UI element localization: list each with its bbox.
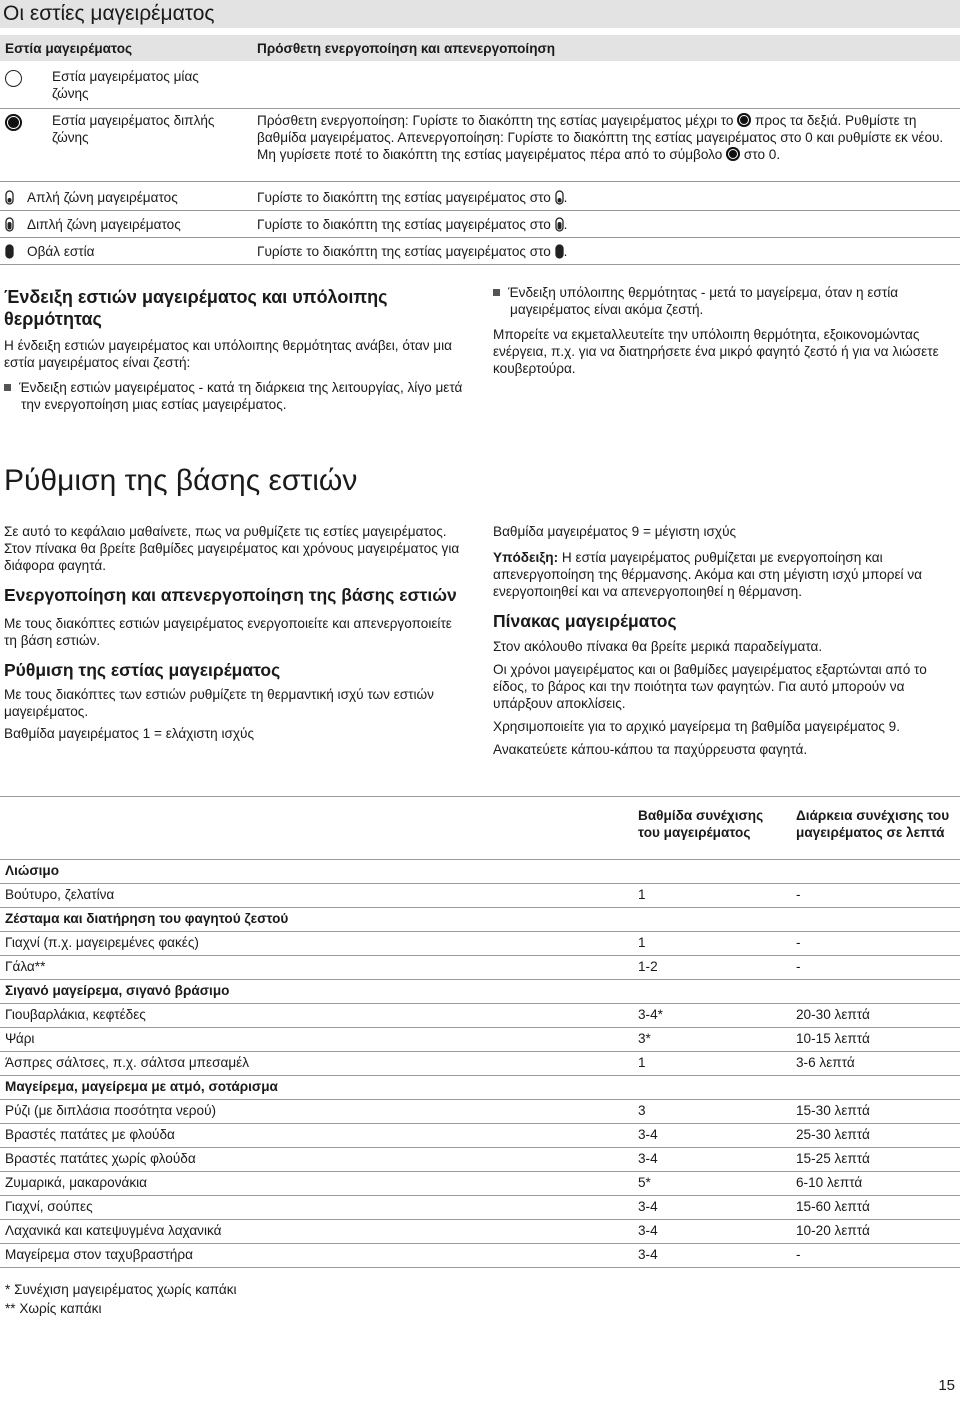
duration-cell: 3-6 λεπτά bbox=[796, 1055, 855, 1070]
table-row bbox=[0, 1027, 960, 1051]
food-cell: Γιουβαρλάκια, κεφτέδες bbox=[5, 1007, 146, 1022]
table-row bbox=[0, 1099, 960, 1123]
food-cell: Γιαχνί, σούπες bbox=[5, 1199, 93, 1214]
col-header-duration: Διάρκεια συνέχισης του μαγειρέματος σε λεπτά bbox=[796, 808, 950, 840]
level-cell: 1 bbox=[638, 887, 646, 902]
page-number: 15 bbox=[938, 1377, 955, 1394]
zone-header-zone: Εστία μαγειρέματος bbox=[5, 41, 133, 56]
level-cell: 3-4 bbox=[638, 1199, 658, 1214]
category-row bbox=[0, 1075, 960, 1099]
table-p2: Οι χρόνοι μαγειρέματος και οι βαθμίδες μαγειρέματος εξαρτώνται από το είδος, το βάρος και την ποιότητα των φαγητών. Για αυτό μπορούν να υπάρξουν αποκλίσεις. bbox=[493, 662, 927, 711]
level-cell: 3-4* bbox=[638, 1007, 663, 1022]
level-cell: 3-4 bbox=[638, 1151, 658, 1166]
zone-name: Εστία μαγειρέματος μίας ζώνης bbox=[52, 69, 199, 101]
zone-name: Οβάλ εστία bbox=[27, 244, 95, 259]
food-cell: Ρύζι (με διπλάσια ποσότητα νερού) bbox=[5, 1103, 217, 1118]
level-cell: 3* bbox=[638, 1031, 651, 1046]
zone-desc: Γυρίστε το διακόπτη της εστίας μαγειρέματος στο . bbox=[257, 217, 568, 232]
duration-cell: 15-25 λεπτά bbox=[796, 1151, 870, 1166]
residual-heat-tip: Μπορείτε να εκμεταλλευτείτε την υπόλοιπη θερμότητα, εξοικονομώντας ενέργεια, π.χ. για να διατηρήσετε ένα μικρό φαγητό ζεστό ή για να λιώσετε κουβερτούρα. bbox=[493, 327, 939, 376]
col-header-level: Βαθμίδα συνέχισης του μαγειρέματος bbox=[638, 808, 764, 840]
level-cell: 5* bbox=[638, 1175, 651, 1190]
zone-table-header bbox=[0, 35, 960, 61]
table-row bbox=[0, 1243, 960, 1267]
setup-right-column bbox=[493, 523, 955, 758]
setup-left-column bbox=[4, 523, 464, 742]
food-cell: Βούτυρο, ζελατίνα bbox=[5, 887, 115, 902]
onoff-heading: Ενεργοποίηση και απενεργοποίηση της βάσης εστιών bbox=[4, 585, 457, 605]
level-cell: 1-2 bbox=[638, 959, 658, 974]
food-cell: Ζυμαρικά, μακαρονάκια bbox=[5, 1175, 148, 1190]
bullet-square-icon bbox=[493, 289, 500, 296]
level-min: Βαθμίδα μαγειρέματος 1 = ελάχιστη ισχύς bbox=[4, 726, 255, 741]
zone-name: Απλή ζώνη μαγειρέματος bbox=[27, 190, 178, 205]
duration-cell: 25-30 λεπτά bbox=[796, 1127, 870, 1142]
dual-ring-icon bbox=[5, 114, 22, 133]
level-max: Βαθμίδα μαγειρέματος 9 = μέγιστη ισχύς bbox=[493, 524, 737, 539]
table-p1: Στον ακόλουθο πίνακα θα βρείτε μερικά παραδείγματα. bbox=[493, 639, 823, 654]
oval-zone-icon bbox=[5, 243, 14, 260]
setup-intro: Σε αυτό το κεφάλαιο μαθαίνετε, πως να ρυθμίζετε τις εστίες μαγειρέματος. Στον πίνακα θα βρείτε βαθμίδες μαγειρέματος και χρόνους μαγειρέματος για διάφορα φαγητά. bbox=[4, 524, 460, 573]
level-cell: 3 bbox=[638, 1103, 646, 1118]
residual-heat-heading: Ένδειξη εστιών μαγειρέματος και υπόλοιπης θερμότητας bbox=[4, 287, 388, 329]
food-cell: Ψάρι bbox=[5, 1031, 35, 1046]
duration-cell: 15-60 λεπτά bbox=[796, 1199, 870, 1214]
duration-cell: - bbox=[796, 1247, 801, 1262]
residual-heat-right bbox=[493, 284, 955, 377]
zone-desc: Γυρίστε το διακόπτη της εστίας μαγειρέματος στο . bbox=[257, 244, 568, 259]
footnote: ** Χωρίς καπάκι bbox=[5, 1301, 102, 1316]
setup-title: Ρύθμιση της βάσης εστιών bbox=[4, 464, 358, 497]
food-cell: Βραστές πατάτες με φλούδα bbox=[5, 1127, 175, 1142]
duration-cell: 6-10 λεπτά bbox=[796, 1175, 863, 1190]
zone-name: Διπλή ζώνη μαγειρέματος bbox=[27, 217, 181, 232]
single-zone-icon bbox=[5, 189, 14, 206]
level-cell: 1 bbox=[638, 935, 646, 950]
food-cell: Γάλα** bbox=[5, 959, 46, 974]
zone-name: Εστία μαγειρέματος διπλής ζώνης bbox=[52, 113, 215, 145]
residual-heat-left bbox=[4, 286, 464, 413]
duration-cell: - bbox=[796, 887, 801, 902]
category-row bbox=[0, 979, 960, 1003]
duration-cell: - bbox=[796, 935, 801, 950]
duration-cell: - bbox=[796, 959, 801, 974]
onoff-text: Με τους διακόπτες εστιών μαγειρέματος ενεργοποιείτε και απενεργοποιείτε τη βάση εστιών. bbox=[4, 616, 452, 648]
table-row bbox=[0, 1147, 960, 1171]
footnote: * Συνέχιση μαγειρέματος χωρίς καπάκι bbox=[5, 1282, 237, 1297]
table-row bbox=[0, 1123, 960, 1147]
residual-heat-bullet: Ένδειξη εστιών μαγειρέματος - κατά τη διάρκεια της λειτουργίας, λίγο μετά την ενεργοποίηση μιας εστίας μαγειρέματος. bbox=[4, 379, 464, 413]
table-row bbox=[0, 1219, 960, 1243]
adjust-heading: Ρύθμιση της εστίας μαγειρέματος bbox=[4, 660, 281, 680]
food-cell: Μαγείρεμα στον ταχυβραστήρα bbox=[5, 1247, 193, 1262]
residual-heat-bullet: Ένδειξη υπόλοιπης θερμότητας - μετά το μαγείρεμα, όταν η εστία μαγειρέματος είναι ακόμα ζεστή. bbox=[493, 284, 955, 318]
double-zone-icon bbox=[5, 216, 14, 233]
category-row bbox=[0, 859, 960, 883]
duration-cell: 15-30 λεπτά bbox=[796, 1103, 870, 1118]
footnotes bbox=[5, 1281, 237, 1317]
level-cell: 3-4 bbox=[638, 1247, 658, 1262]
level-cell: 3-4 bbox=[638, 1223, 658, 1238]
table-row bbox=[0, 1195, 960, 1219]
table-row bbox=[0, 1003, 960, 1027]
double-zone-icon bbox=[555, 217, 564, 232]
category-label: Ζέσταμα και διατήρηση του φαγητού ζεστού bbox=[5, 911, 289, 926]
zone-header-action: Πρόσθετη ενεργοποίηση και απενεργοποίηση bbox=[257, 41, 556, 56]
table-row bbox=[0, 1051, 960, 1075]
note: Υπόδειξη: Η εστία μαγειρέματος ρυθμίζεται με ενεργοποίηση και απενεργοποίηση της θέρμανσης. Ακόμα και στη μέγιστη ισχύ μπορεί να ενεργοποιηθεί και να απενεργοποιηθεί η θέρμανση. bbox=[493, 550, 923, 599]
single-zone-icon bbox=[555, 190, 564, 205]
dual-ring-icon bbox=[737, 113, 751, 127]
table-row bbox=[0, 883, 960, 907]
table-heading: Πίνακας μαγειρέματος bbox=[493, 611, 677, 631]
bullet-square-icon bbox=[4, 384, 11, 391]
category-row bbox=[0, 907, 960, 931]
single-ring-icon bbox=[5, 70, 22, 89]
table-row bbox=[0, 931, 960, 955]
duration-cell: 20-30 λεπτά bbox=[796, 1007, 870, 1022]
food-cell: Βραστές πατάτες χωρίς φλούδα bbox=[5, 1151, 196, 1166]
oval-zone-icon bbox=[555, 244, 564, 259]
section-title: Οι εστίες μαγειρέματος bbox=[0, 0, 960, 28]
category-label: Λιώσιμο bbox=[5, 863, 60, 878]
duration-cell: 10-15 λεπτά bbox=[796, 1031, 870, 1046]
category-label: Μαγείρεμα, μαγείρεμα με ατμό, σοτάρισμα bbox=[5, 1079, 278, 1094]
food-cell: Λαχανικά και κατεψυγμένα λαχανικά bbox=[5, 1223, 222, 1238]
food-cell: Γιαχνί (π.χ. μαγειρεμένες φακές) bbox=[5, 935, 199, 950]
note-label: Υπόδειξη: bbox=[493, 550, 559, 565]
adjust-text: Με τους διακόπτες των εστιών ρυθμίζετε τη θερμαντική ισχύ των εστιών μαγειρέματος. bbox=[4, 687, 434, 719]
zone-desc: Πρόσθετη ενεργοποίηση: Γυρίστε το διακόπτη της εστίας μαγειρέματος μέχρι το προς τα δεξιά. Ρυθμίστε τη βαθμίδα μαγειρέματος. Απενεργοποίηση: Γυρίστε το διακόπτη της εστίας μαγειρέματος στο 0 και ρυθμίστε εκ νέου. Μη γυρίσετε ποτέ το διακόπτη της εστίας μαγειρέματος πέρα από το σύμβολο στο 0. bbox=[257, 113, 944, 162]
food-cell: Άσπρες σάλτσες, π.χ. σάλτσα μπεσαμέλ bbox=[5, 1055, 250, 1070]
zone-desc: Γυρίστε το διακόπτη της εστίας μαγειρέματος στο . bbox=[257, 190, 568, 205]
residual-heat-intro: Η ένδειξη εστιών μαγειρέματος και υπόλοιπης θερμότητας ανάβει, όταν μια εστία μαγειρέματος είναι ζεστή: bbox=[4, 338, 453, 370]
category-label: Σιγανό μαγείρεμα, σιγανό βράσιμο bbox=[5, 983, 230, 998]
dual-ring-icon bbox=[726, 147, 740, 161]
table-p4: Ανακατεύετε κάπου-κάπου τα παχύρρευστα φαγητά. bbox=[493, 742, 808, 757]
table-row bbox=[0, 955, 960, 979]
level-cell: 3-4 bbox=[638, 1127, 658, 1142]
table-p3: Χρησιμοποιείτε για το αρχικό μαγείρεμα τη βαθμίδα μαγειρέματος 9. bbox=[493, 719, 900, 734]
table-row bbox=[0, 1171, 960, 1195]
duration-cell: 10-20 λεπτά bbox=[796, 1223, 870, 1238]
level-cell: 1 bbox=[638, 1055, 646, 1070]
